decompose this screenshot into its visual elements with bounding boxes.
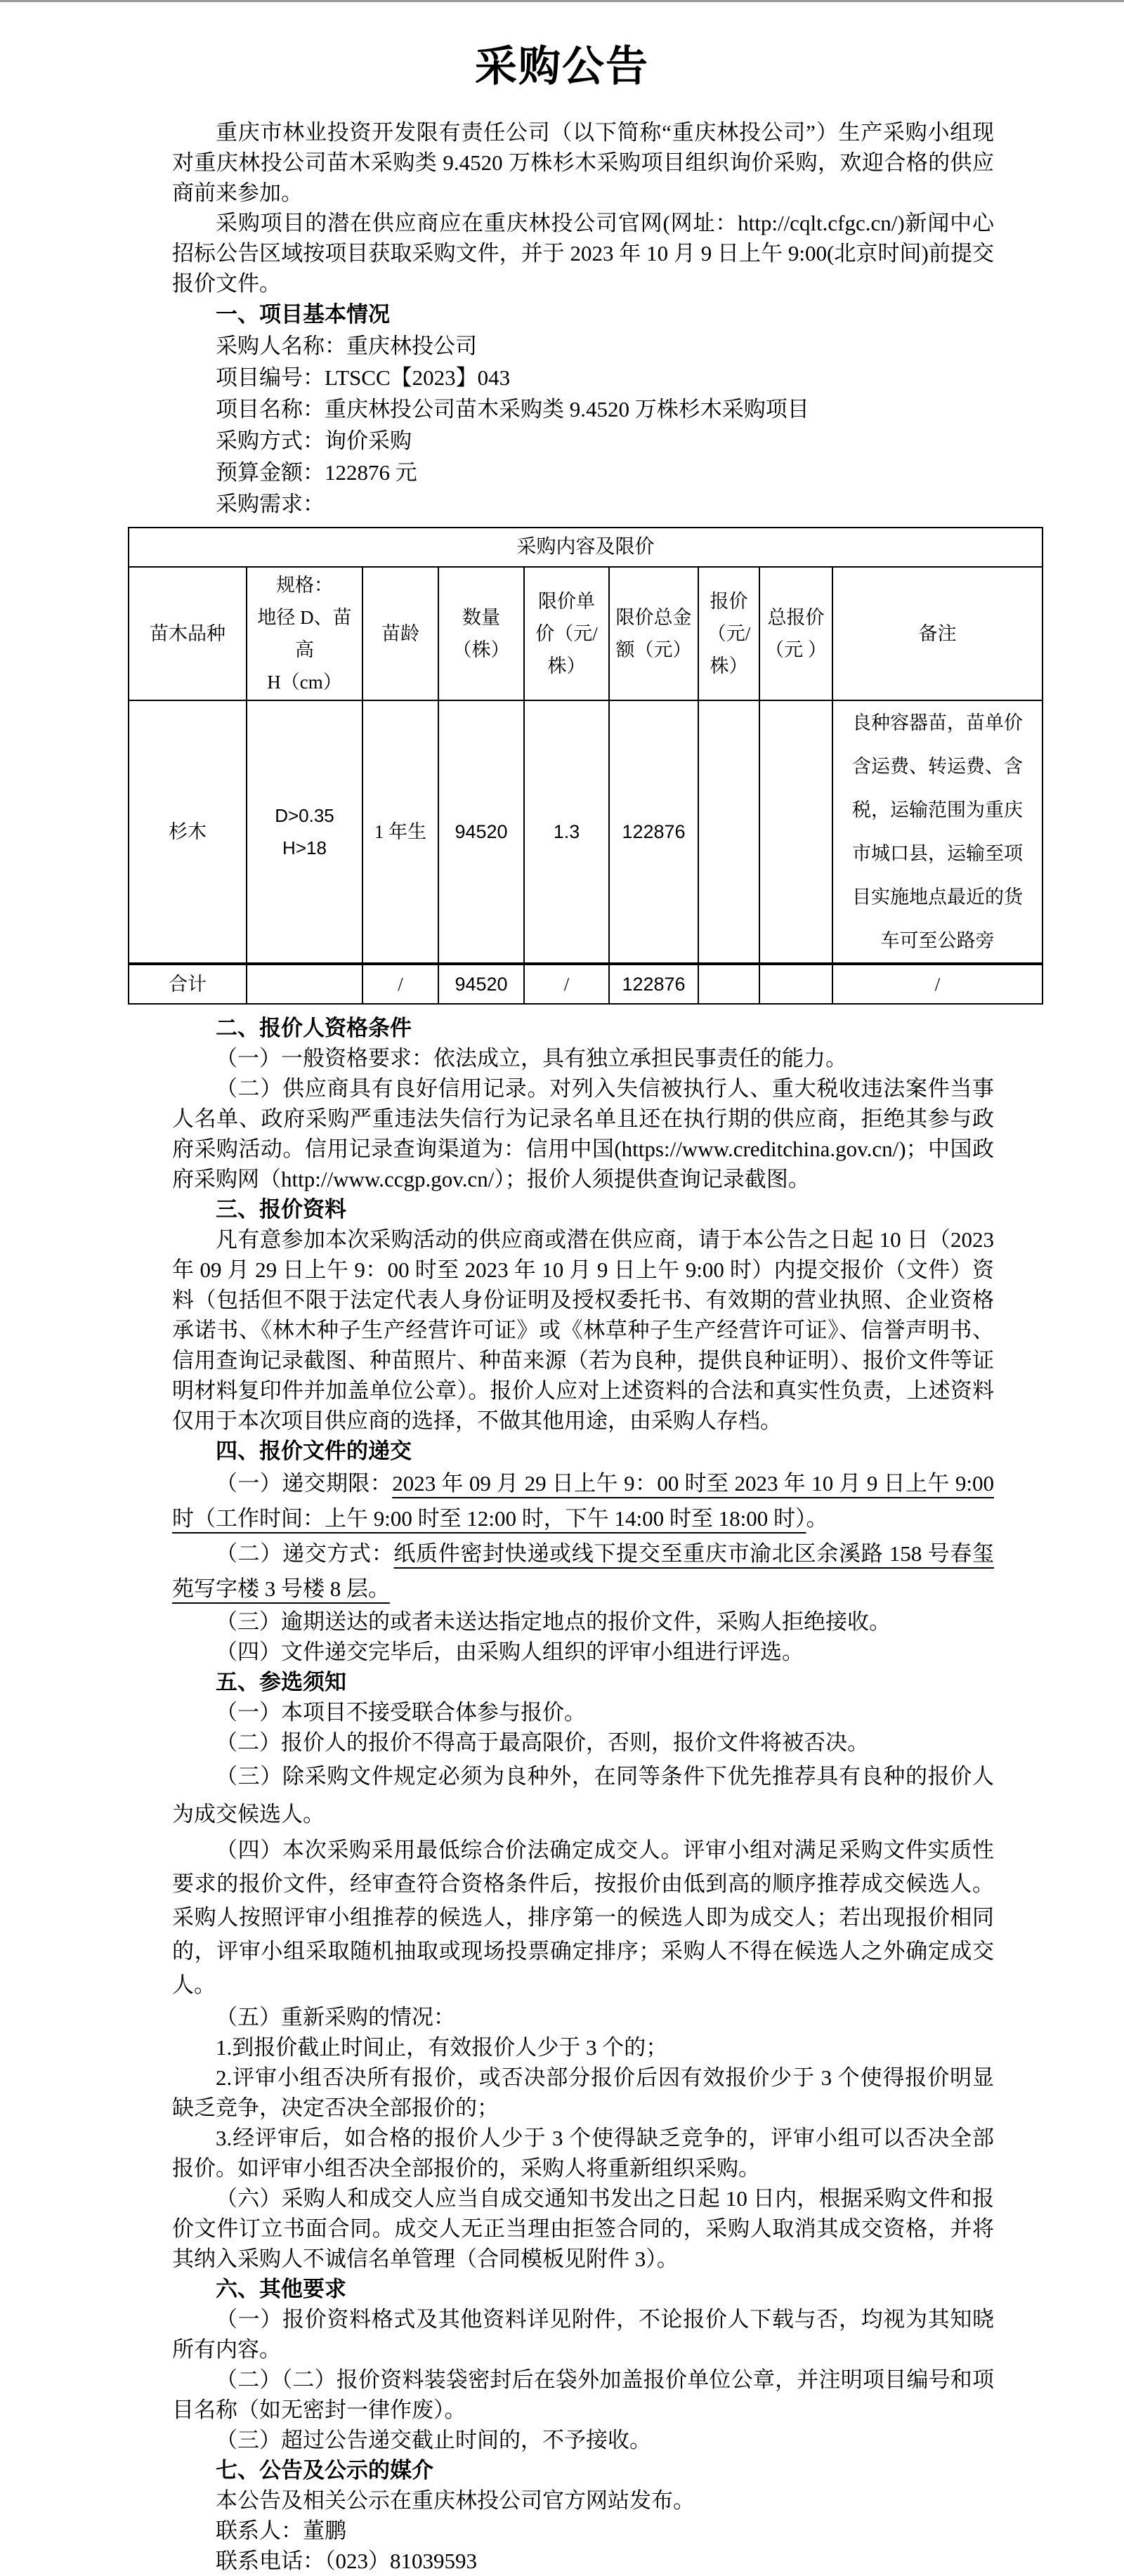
procurement-demand-label: 采购需求： <box>216 492 325 516</box>
section-heading-2: 二、报价人资格条件 <box>216 1016 412 1040</box>
header-line: 苗龄 <box>381 623 419 644</box>
submission-deadline-paragraph <box>172 1466 994 1536</box>
contact-person: 联系人：董鹏 <box>216 2518 346 2543</box>
section-quote-materials <box>172 1194 994 1436</box>
col-header-spec <box>247 567 362 700</box>
document-body <box>150 117 1024 2576</box>
procurement-table <box>128 527 1043 1005</box>
section-heading-6: 六、其他要求 <box>216 2277 346 2301</box>
total-remark: / <box>832 964 1043 1004</box>
intro-paragraph-2: 采购项目的潜在供应商应在重庆林投公司官网(网址：http://cqlt.cfgc.cn/)新闻中心招标公告区域按项目获取采购文件，并于 2023 年 10 月 9 日上午 9:00(北京时间)前提交报价文件。 <box>172 211 994 296</box>
header-line: 株） <box>547 655 586 676</box>
section-heading-1: 一、项目基本情况 <box>216 302 390 327</box>
paragraph: （三）除采购文件规定必须为良种外，在同等条件下优先推荐具有良种的报价人为成交候选人。 <box>172 1764 994 1826</box>
section-media <box>172 2455 994 2576</box>
paragraph: 1.到报价截止时间止，有效报价人少于 3 个的； <box>216 2035 668 2060</box>
header-line: 株） <box>710 655 748 676</box>
total-total-quote <box>759 964 832 1004</box>
cell-age: 1 年生 <box>362 700 438 964</box>
budget-amount: 预算金额：122876 元 <box>216 460 417 485</box>
total-price: 122876 <box>609 964 698 1004</box>
total-spec <box>247 964 362 1004</box>
total-quote <box>698 964 759 1004</box>
method-prefix: （二）递交方式： <box>216 1541 394 1566</box>
deadline-prefix: （一）递交期限： <box>216 1471 393 1496</box>
header-line: 报价 <box>710 591 748 612</box>
intro-paragraph-1: 重庆市林业投资开发限有责任公司（以下简称“重庆林投公司”）生产采购小组现对重庆林投公司苗木采购类 9.4520 万株杉木采购项目组织询价采购，欢迎合格的供应商前来参加。 <box>172 120 994 205</box>
paragraph: （五）重新采购的情况： <box>216 2005 455 2029</box>
cell-quantity: 94520 <box>438 700 524 964</box>
header-line: （株） <box>452 639 510 660</box>
header-line: 限价总金 <box>615 607 692 628</box>
paragraph: 凡有意参加本次采购活动的供应商或潜在供应商，请于本公告之日起 10 日（2023 年 09 月 29 日上午 9：00 时至 2023 年 10 月 9 日上午 9:00 时）内提交报价（文件）资料（包括但不限于法定代表人身份证明及授权委托书、有效期的营业执照、企业资格承诺书、《林木种子生产经营许可证》或《林草种子生产经营许可证》、信誉声明书、信用查询记录截图、种苗照片、种苗来源（若为良种，提供良种证明）、报价文件等证明材料复印件并加盖单位公章）。报价人应对上述资料的合法和真实性负责，上述资料仅用于本次项目供应商的选择，不做其他用途，由采购人存档。 <box>172 1227 994 1433</box>
col-header-total-quote <box>759 567 832 700</box>
paragraph: 2.评审小组否决所有报价，或否决部分报价后因有效报价少于 3 个使得报价明显缺乏竞争，决定否决全部报价的； <box>172 2065 994 2120</box>
paragraph: （一）报价资料格式及其他资料详见附件，不论报价人下载与否，均视为其知晓所有内容。 <box>172 2307 994 2362</box>
section-heading-3: 三、报价资料 <box>216 1197 346 1222</box>
col-header-species <box>129 567 247 700</box>
deadline-underlined-text: 2023 年 09 月 29 日上午 9：00 时至 2023 年 10 月 9 日上午 9:00 时（工作时间：上午 9:00 时至 12:00 时，下午 14:00 时至 18:00 时） <box>172 1471 994 1531</box>
project-number: 项目编号：LTSCC【2023】043 <box>216 365 511 390</box>
total-unit-price: / <box>524 964 609 1004</box>
header-line: 限价单 <box>538 591 595 612</box>
col-header-age <box>362 567 438 700</box>
paragraph: （二）供应商具有良好信用记录。对列入失信被执行人、重大税收违法案件当事人名单、政府采购严重违法失信行为记录名单且还在执行期的供应商，拒绝其参与政府采购活动。信用记录查询渠道为：信用中国(https://www.creditchina.gov.cn/)；中国政府采购网（http://www.ccgp.gov.cn/）；报价人须提供查询记录截图。 <box>172 1076 994 1191</box>
paragraph: 本公告及相关公示在重庆林投公司官方网站发布。 <box>216 2488 695 2513</box>
paragraph: （二）报价人的报价不得高于最高限价，否则，报价文件将被否决。 <box>216 1730 869 1755</box>
cell-unit-price-limit: 1.3 <box>524 700 609 964</box>
paragraph: （三）超过公告递交截止时间的，不予接收。 <box>216 2428 651 2452</box>
paragraph: （四）本次采购采用最低综合价法确定成交人。评审小组对满足采购文件实质性要求的报价文件，经审查符合资格条件后，按报价由低到高的顺序推荐成交候选人。采购人按照评审小组推荐的候选人，排序第一的候选人即为成交人；若出现报价相同的，评审小组采取随机抽取或现场投票确定排序；采购人不得在候选人之外确定成交人。 <box>172 1838 994 1997</box>
contact-phone: 联系电话：（023）81039593 <box>216 2549 477 2573</box>
cell-total-price-limit: 122876 <box>609 700 698 964</box>
header-line: 额（元） <box>615 639 692 660</box>
total-label: 合计 <box>129 964 247 1004</box>
spec-line: D>0.35 <box>275 805 334 826</box>
cell-quote <box>698 700 759 964</box>
buyer-name: 采购人名称：重庆林投公司 <box>216 334 477 358</box>
section-submission <box>172 1436 994 1667</box>
section-other-requirements <box>172 2274 994 2455</box>
header-line: 价（元/ <box>535 623 598 644</box>
spec-line: H>18 <box>282 837 327 858</box>
table-header-row <box>129 567 1043 700</box>
header-line: 总报价 <box>767 607 825 628</box>
cell-spec <box>247 700 362 964</box>
header-line: （元/ <box>707 623 751 644</box>
cell-total-quote <box>759 700 832 964</box>
submission-method-paragraph <box>172 1536 994 1607</box>
col-header-quantity <box>438 567 524 700</box>
paragraph: （六）采购人和成交人应当自成交通知书发出之日起 10 日内，根据采购文件和报价文件订立书面合同。成交人无正当理由拒签合同的，采购人取消其成交资格，并将其纳入采购人不诚信名单管理（合同模板见附件 3）。 <box>172 2186 994 2271</box>
section-notice <box>172 1667 994 2274</box>
section-heading-5: 五、参选须知 <box>216 1670 346 1694</box>
table-total-row <box>129 964 1043 1004</box>
col-header-unit-price-limit <box>524 567 609 700</box>
header-line: 备注 <box>918 623 957 644</box>
header-line: （元 ） <box>765 639 827 660</box>
page-title: 采购公告 <box>475 44 649 90</box>
paragraph: （三）逾期送达的或者未送达指定地点的报价文件，采购人拒绝接收。 <box>216 1609 891 1634</box>
cell-species: 杉木 <box>129 700 247 964</box>
table-data-row <box>129 700 1043 964</box>
section-qualification <box>172 1013 994 1194</box>
paragraph: （一）一般资格要求：依法成立，具有独立承担民事责任的能力。 <box>216 1046 847 1071</box>
header-line: 苗木品种 <box>150 623 226 644</box>
header-line: 地径 D、苗高 <box>257 607 352 660</box>
paragraph: （一）本项目不接受联合体参与报价。 <box>216 1700 586 1725</box>
paragraph: 3.经评审后，如合格的报价人少于 3 个使得缺乏竞争的，评审小组可以否决全部报价。如评审小组否决全部报价的，采购人将重新组织采购。 <box>172 2126 994 2181</box>
col-header-quote <box>698 567 759 700</box>
header-line: 数量 <box>462 607 500 628</box>
project-name: 项目名称：重庆林投公司苗木采购类 9.4520 万株杉木采购项目 <box>216 397 809 421</box>
total-quantity: 94520 <box>438 964 524 1004</box>
procurement-method: 采购方式：询价采购 <box>216 429 412 453</box>
top-divider <box>0 0 1124 2</box>
col-header-remark <box>832 567 1043 700</box>
method-underlined-text: 纸质件密封快递或线下提交至重庆市渝北区余溪路 158 号春玺苑写字楼 3 号楼 8 层。 <box>172 1541 995 1601</box>
section-basic-info <box>172 299 994 520</box>
header-line: 规格： <box>276 575 333 596</box>
paragraph: （二）（二）报价资料装袋密封后在袋外加盖报价单位公章，并注明项目编号和项目名称（如无密封一律作废）。 <box>172 2367 994 2422</box>
header-line: H（cm） <box>267 672 342 693</box>
col-header-total-price-limit <box>609 567 698 700</box>
cell-remark: 良种容器苗，苗单价含运费、转运费、含税，运输范围为重庆市城口县，运输至项目实施地点最近的货车可至公路旁 <box>832 700 1043 964</box>
table-row <box>129 528 1043 567</box>
total-age: / <box>362 964 438 1004</box>
table-caption: 采购内容及限价 <box>129 528 1043 567</box>
paragraph: （四）文件递交完毕后，由采购人组织的评审小组进行评选。 <box>216 1640 804 1664</box>
section-heading-7: 七、公告及公示的媒介 <box>216 2458 433 2483</box>
deadline-suffix: 。 <box>806 1506 828 1531</box>
section-heading-4: 四、报价文件的递交 <box>216 1439 412 1463</box>
